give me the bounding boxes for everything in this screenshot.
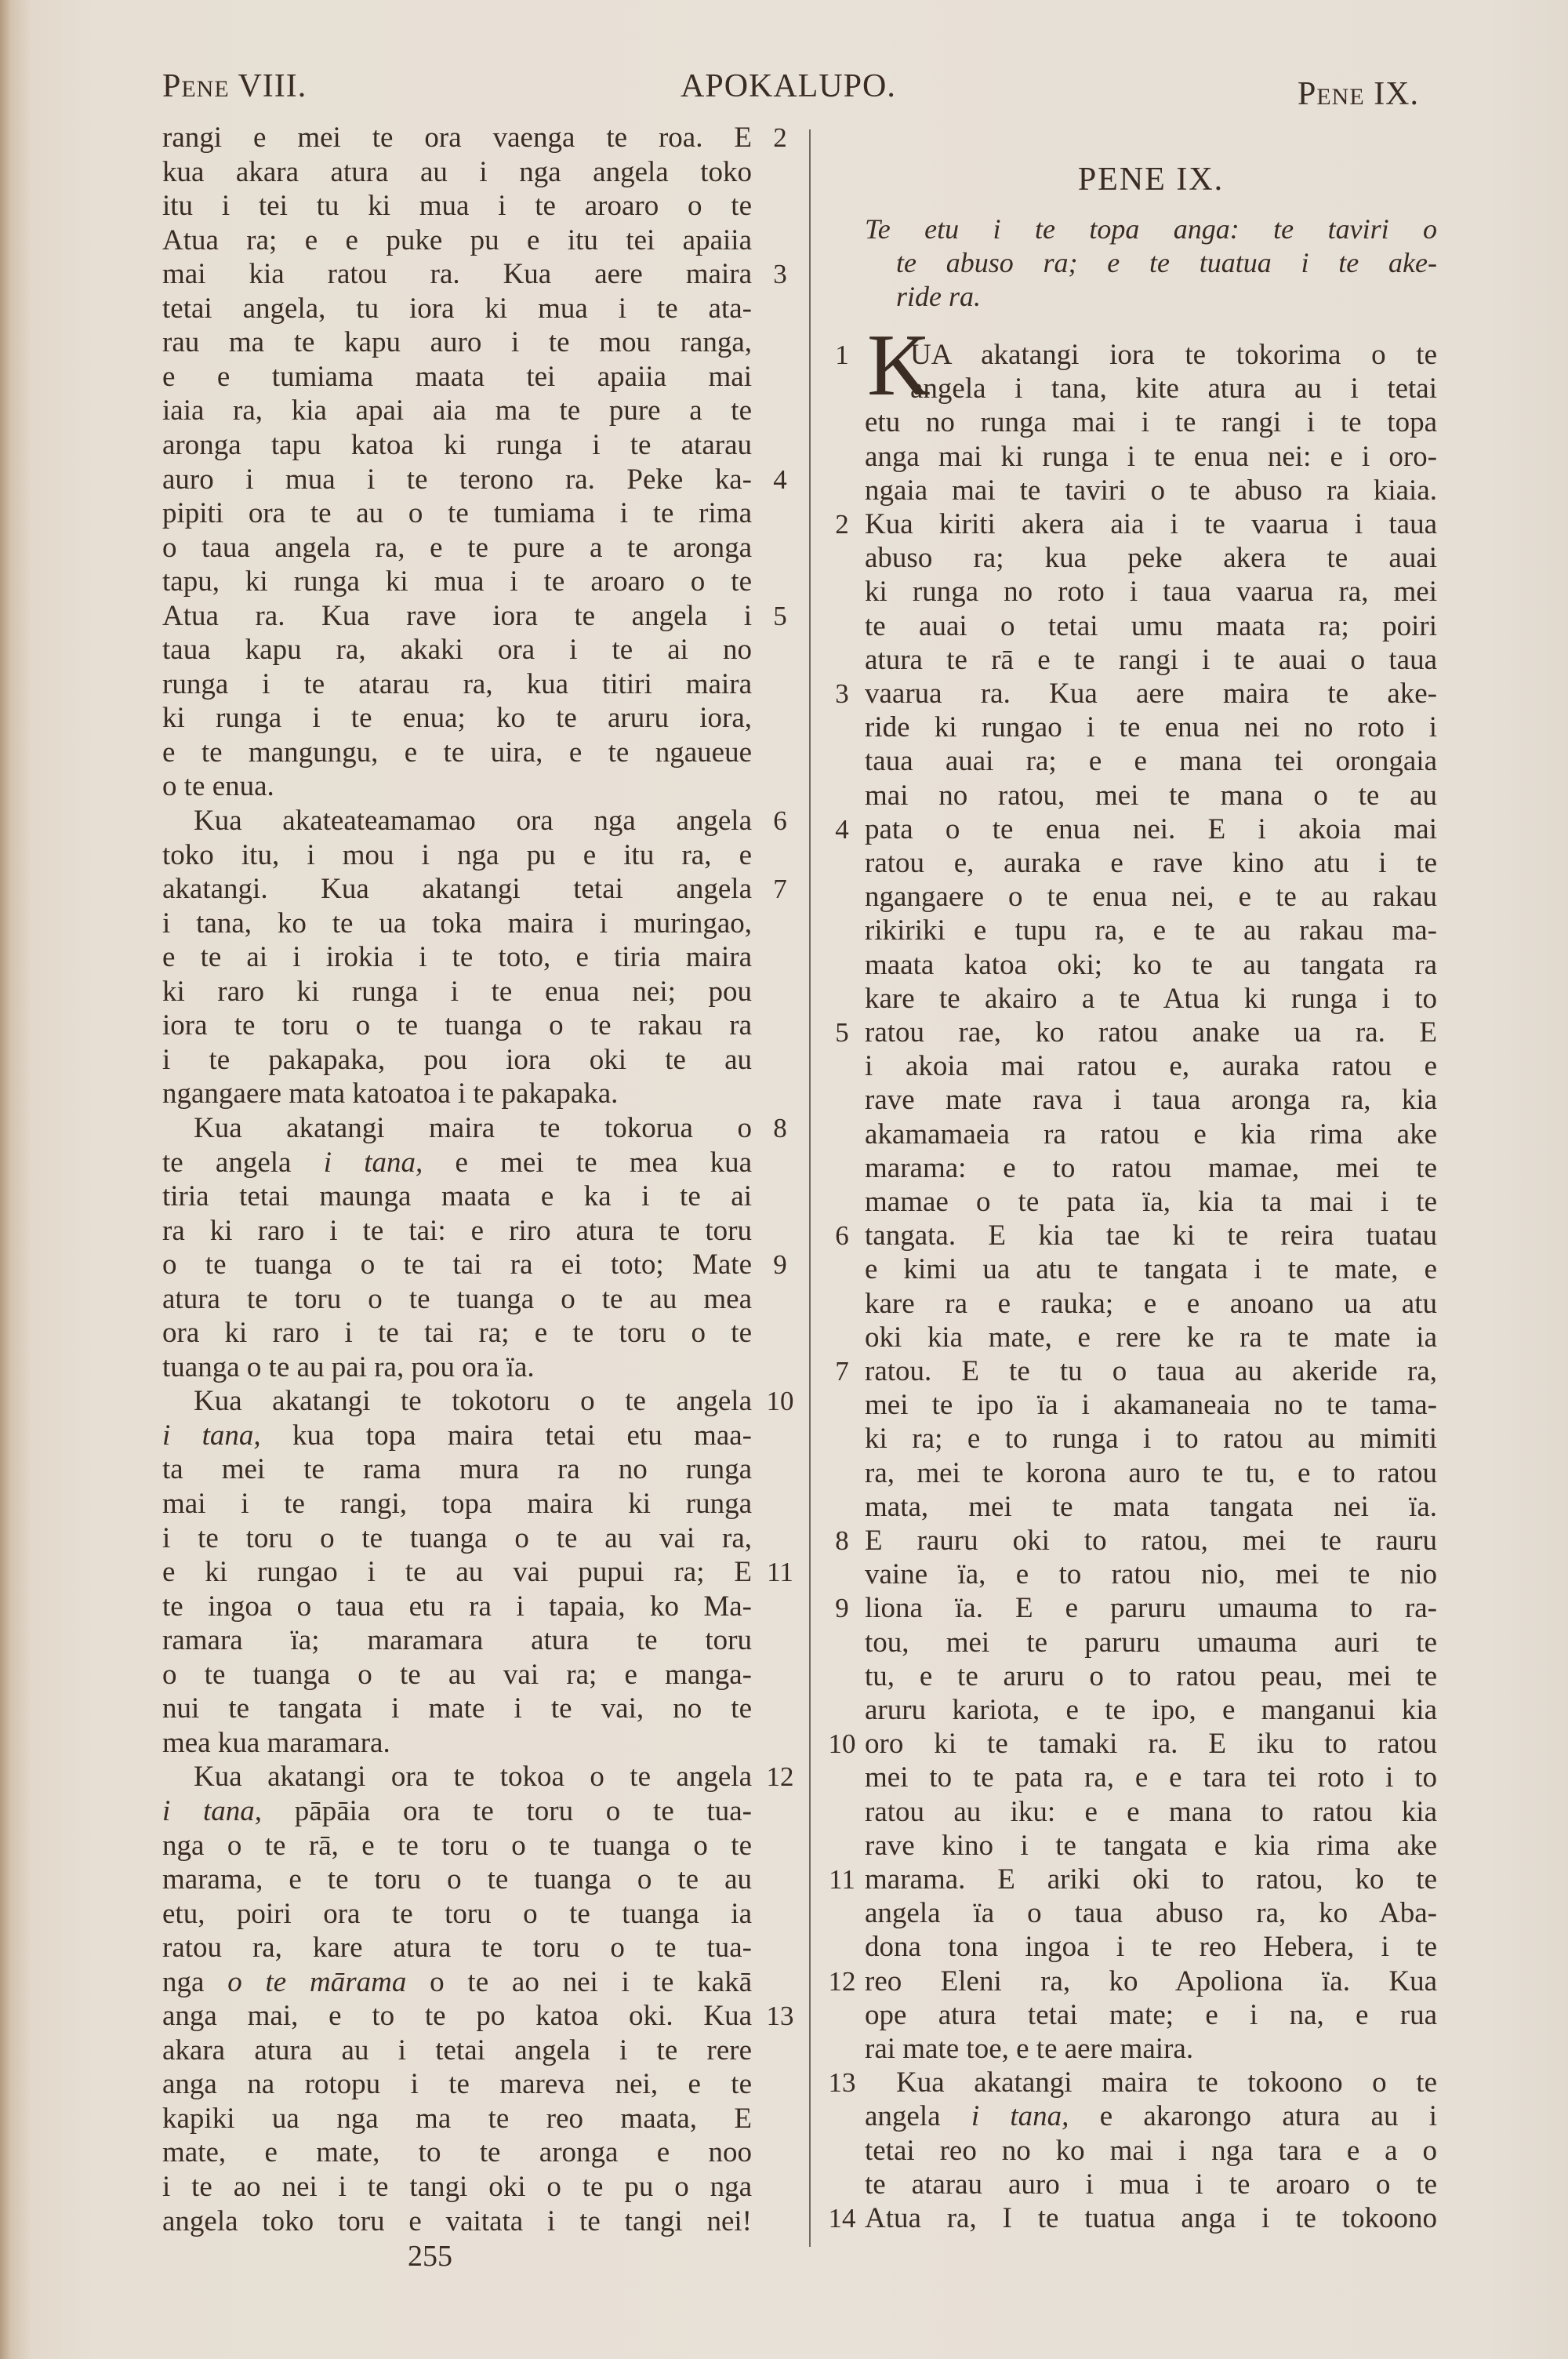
- text-line: angela i tana, kite atura au i tetai: [910, 373, 1437, 405]
- line-text-italic: i tana,: [162, 1794, 263, 1827]
- text-line: ratou au iku: e e mana to ratou kia: [865, 1795, 1437, 1828]
- text-line: mai i te rangi, topa maira ki runga: [162, 1488, 752, 1520]
- text-line: o te tuanga o te tai ra ei toto; Mate: [162, 1249, 752, 1281]
- text-line: ta mei te rama mura ra no runga: [162, 1453, 752, 1486]
- text-line: ki raro ki runga i te enua nei; pou: [162, 975, 752, 1008]
- text-line: i tana, ko te ua toka maira i muringao,: [162, 907, 752, 940]
- line-text-italic: i tana,: [323, 1146, 423, 1179]
- text-line: ratou e, auraka e rave kino atu i te: [865, 847, 1437, 879]
- verse-number: 5: [773, 600, 787, 631]
- text-line: angela ïa o taua abuso ra, ko Aba-: [865, 1897, 1437, 1930]
- text-line: akatangi. Kua akatangi tetai angela: [162, 873, 752, 906]
- text-line: [162, 1965, 752, 2000]
- text-line: e kimi ua atu te tangata i te mate, e: [865, 1253, 1437, 1286]
- text-line: itu i tei tu ki mua i te aroaro o te: [162, 190, 752, 223]
- text-line: ope atura tetai mate; e i na, e rua: [865, 1998, 1437, 2031]
- text-line: ratou ra, kare atura te toru o te tua-: [162, 1932, 752, 1965]
- line-text-roman: e akarongo atura au i: [1069, 2100, 1438, 2133]
- text-line: abuso ra; kua peke akera te auai: [865, 542, 1437, 575]
- text-line: marama: e to ratou mamae, mei te: [865, 1151, 1437, 1184]
- column-divider: [809, 129, 811, 2247]
- text-line: ride ki rungao i te enua nei no roto i: [865, 711, 1437, 744]
- line-text-roman: o te ao nei i te kakā: [406, 1965, 752, 1998]
- summary-line: ride ra.: [896, 281, 981, 312]
- text-line: nui te tangata i mate i te vai, no te: [162, 1692, 752, 1725]
- text-line: UA akatangi iora te tokorima o te: [910, 339, 1437, 371]
- text-line: maata katoa oki; ko te au tangata ra: [865, 948, 1437, 981]
- text-line: dona tona ingoa i te reo Hebera, i te: [865, 1931, 1437, 1964]
- text-line: i akoia mai ratou e, auraka ratou e: [865, 1050, 1437, 1083]
- text-line: [162, 1794, 752, 1829]
- text-line: i te toru o te tuanga o te au vai ra,: [162, 1521, 752, 1554]
- text-line: iaia ra, kia apai aia ma te pure a te: [162, 394, 752, 427]
- verse-number: 2: [773, 122, 787, 153]
- verse-number: 6: [835, 1220, 849, 1252]
- header-left-smallcaps: ENE: [181, 76, 230, 102]
- text-line: iora te toru o te tuanga o te rakau ra: [162, 1009, 752, 1042]
- text-line: tangata. E kia tae ki te reira tuatau: [865, 1219, 1437, 1252]
- summary-line: te abuso ra; e te tuatua i te ake-: [896, 247, 1437, 278]
- line-text: [162, 1147, 752, 1179]
- text-line: tetai reo no ko mai i nga tara e a o: [865, 2134, 1437, 2167]
- text-line: mea kua maramara.: [162, 1726, 390, 1759]
- text-line: auro i mua i te terono ra. Peke ka-: [162, 463, 752, 496]
- text-line: runga i te atarau ra, kua titiri maira: [162, 667, 752, 700]
- text-line: atura te toru o te tuanga o te au mea: [162, 1282, 752, 1315]
- verse-number: 1: [835, 340, 849, 370]
- page-number: 255: [408, 2240, 452, 2273]
- text-line: ra, mei te korona auro te tu, e to ratou: [865, 1456, 1437, 1489]
- verse-number: 4: [835, 813, 849, 845]
- text-line: mei to te pata ra, e e tara tei roto i to: [865, 1761, 1437, 1794]
- text-line: pata o te enua nei. E i akoia mai: [865, 812, 1437, 845]
- text-line: toko itu, i mou i nga pu e itu ra, e: [162, 838, 752, 871]
- text-line: kua akara atura au i nga angela toko: [162, 155, 752, 188]
- verse-number: 3: [835, 678, 849, 709]
- text-line: ora ki raro i te tai ra; e te toru o te: [162, 1317, 752, 1350]
- text-line: oro ki te tamaki ra. E iku to ratou: [865, 1728, 1437, 1761]
- text-line: ramara ïa; maramara atura te toru: [162, 1624, 752, 1657]
- text-line: Kua akatangi maira te tokorua o: [194, 1111, 752, 1144]
- text-line: ratou. E te tu o taua au akeride ra,: [865, 1355, 1437, 1387]
- verse-number: 10: [828, 1728, 856, 1760]
- text-line: marama, e te toru o te tuanga o te au: [162, 1863, 752, 1896]
- text-line: Atua ra, I te tuatua anga i te tokoono: [865, 2202, 1437, 2234]
- text-line: ki runga i te enua; ko te aruru iora,: [162, 702, 752, 735]
- text-line: mai no ratou, mei te mana o te au: [865, 779, 1437, 812]
- text-line: anga mai ki runga i te enua nei: e i oro-: [865, 440, 1437, 473]
- text-line: marama. E ariki oki to ratou, ko te: [865, 1863, 1437, 1896]
- text-line: tuanga o te au pai ra, pou ora ïa.: [162, 1350, 535, 1383]
- verse-number: 10: [766, 1386, 794, 1417]
- chapter-heading: PENE IX.: [1077, 162, 1225, 198]
- line-text-italic: o te mārama: [227, 1965, 407, 1998]
- text-line: liona ïa. E e paruru umauma to ra-: [865, 1592, 1437, 1625]
- text-line: rangi e mei te ora vaenga te roa. E: [162, 122, 752, 154]
- verse-number: 7: [835, 1356, 849, 1387]
- text-line: [865, 2099, 1437, 2134]
- text-line: o te tuanga o te au vai ra; e manga-: [162, 1658, 752, 1691]
- text-line: tapu, ki runga ki mua i te aroaro o te: [162, 565, 752, 598]
- text-line: e e tumiama maata tei apaiia mai: [162, 360, 752, 393]
- text-line: anga mai, e to te po katoa oki. Kua: [162, 2000, 752, 2033]
- running-header-left: [162, 67, 307, 105]
- verse-number: 6: [773, 805, 787, 836]
- text-line: [162, 1419, 752, 1453]
- verse-number: 8: [835, 1525, 849, 1556]
- line-text-roman: angela: [865, 2100, 971, 2133]
- line-text-italic: i tana,: [162, 1419, 261, 1452]
- text-line: ngangaere mata katoatoa i te pakapaka.: [162, 1078, 619, 1110]
- text-line: etu, poiri ora te toru o te tuanga ia: [162, 1897, 752, 1930]
- text-line: i te pakapaka, pou iora oki te au: [162, 1043, 752, 1076]
- verse-number: 12: [766, 1761, 794, 1793]
- text-line: e ki rungao i te au vai pupui ra; E: [162, 1556, 752, 1589]
- text-line: o taua angela ra, e te pure a te aronga: [162, 531, 752, 564]
- line-text: [865, 2100, 1437, 2132]
- text-line: rave mate rava i taua aronga ra, kia: [865, 1084, 1437, 1117]
- text-line: tetai angela, tu iora ki mua i te ata-: [162, 292, 752, 325]
- line-text-roman: kua topa maira tetai etu maa-: [260, 1419, 752, 1452]
- line-text-roman: nga: [162, 1965, 228, 1998]
- line-text-roman: pāpāia ora te toru o te tua-: [262, 1794, 752, 1827]
- text-line: atura te rā e te rangi i te auai o taua: [865, 643, 1437, 676]
- summary-line: Te etu i te topa anga: te taviri o: [865, 213, 1437, 245]
- verse-number: 5: [835, 1017, 849, 1048]
- text-line: ratou rae, ko ratou anake ua ra. E: [865, 1016, 1437, 1049]
- verse-number: 13: [828, 2067, 856, 2099]
- text-line: ngangaere o te enua nei, e te au rakau: [865, 881, 1437, 914]
- text-line: rave kino i te tangata e kia rima ake: [865, 1829, 1437, 1862]
- text-line: [162, 1146, 752, 1180]
- text-line: te auai o tetai umu maata ra; poiri: [865, 609, 1437, 642]
- line-text: [162, 1419, 752, 1452]
- line-text-italic: i tana,: [971, 2100, 1069, 2133]
- text-line: tiria tetai maunga maata e ka i te ai: [162, 1180, 752, 1213]
- verse-number: 14: [828, 2203, 856, 2234]
- text-line: mata, mei te mata tangata nei ïa.: [865, 1490, 1437, 1523]
- text-line: ki runga no roto i taua vaarua ra, mei: [865, 576, 1437, 609]
- text-line: kare ra e rauka; e e anoano ua atu: [865, 1287, 1437, 1320]
- verse-number: 13: [766, 2001, 794, 2032]
- text-line: Kua akateateamamao ora nga angela: [194, 805, 752, 837]
- verse-number: 12: [828, 1965, 856, 1997]
- header-left-initial: P: [162, 68, 182, 104]
- text-line: E rauru oki to ratou, mei te rauru: [865, 1525, 1437, 1557]
- header-right-smallcaps: ENE: [1316, 84, 1365, 110]
- text-line: tou, mei te paruru umauma auri te: [865, 1626, 1437, 1659]
- drop-cap: K: [867, 317, 931, 414]
- text-line: Kua akatangi maira te tokoono o te: [896, 2066, 1437, 2099]
- verse-number: 7: [773, 874, 787, 905]
- running-header-right: [1298, 75, 1419, 113]
- verse-number: 11: [829, 1864, 855, 1895]
- text-line: Kua akatangi te tokotoru o te angela: [194, 1385, 752, 1418]
- text-line: angela toko toru e vaitata i te tangi nei!: [162, 2205, 752, 2237]
- text-line: te ingoa o taua etu ra i tapaia, ko Ma-: [162, 1590, 752, 1623]
- verse-number: 9: [773, 1249, 787, 1281]
- text-line: i te ao nei i te tangi oki o te pu o nga: [162, 2171, 752, 2203]
- text-line: rai mate toe, e te aere maira.: [865, 2033, 1194, 2065]
- text-line: Kua akatangi ora te tokoa o te angela: [194, 1761, 752, 1794]
- header-right-chapter: IX.: [1374, 76, 1420, 112]
- line-text-roman: te angela: [162, 1146, 324, 1179]
- text-line: aronga tapu katoa ki runga i te atarau: [162, 428, 752, 461]
- text-line: pipiti ora te au o te tumiama i te rima: [162, 497, 752, 530]
- text-line: tu, e te aruru o to ratou peau, mei te: [865, 1659, 1437, 1692]
- text-line: nga o te rā, e te toru o te tuanga o te: [162, 1829, 752, 1862]
- text-line: e te mangungu, e te uira, e te ngaueue: [162, 736, 752, 769]
- text-line: etu no runga mai i te rangi i te topa: [865, 406, 1437, 439]
- text-line: taua auai ra; e e mana tei orongaia: [865, 745, 1437, 778]
- line-text: [162, 1966, 752, 1998]
- text-line: mate, e mate, to te aronga e noo: [162, 2136, 752, 2169]
- text-line: Atua ra. Kua rave iora te angela i: [162, 599, 752, 632]
- verse-number: 2: [835, 509, 849, 540]
- verse-number: 9: [835, 1593, 849, 1624]
- text-line: anga na rotopu i te mareva nei, e te: [162, 2068, 752, 2101]
- text-line: kapiki ua nga ma te reo maata, E: [162, 2102, 752, 2135]
- header-left-chapter: VIII.: [238, 68, 307, 104]
- verse-number: 11: [767, 1557, 793, 1588]
- line-text-roman: e mei te mea kua: [423, 1146, 753, 1179]
- text-line: ra ki raro i te tai: e riro atura te toru: [162, 1214, 752, 1247]
- text-line: Kua kiriti akera aia i te vaarua i taua: [865, 508, 1437, 540]
- text-line: mai kia ratou ra. Kua aere maira: [162, 258, 752, 291]
- verse-number: 8: [773, 1112, 787, 1143]
- text-line: ki ra; e to runga i to ratou au mimiti: [865, 1423, 1437, 1456]
- text-line: te atarau auro i mua i te aroaro o te: [865, 2168, 1437, 2201]
- text-line: ngaia mai te taviri o te abuso ra kiaia.: [865, 474, 1437, 507]
- text-line: o te enua.: [162, 770, 274, 803]
- text-line: vaine ïa, e to ratou nio, mei te nio: [865, 1558, 1437, 1591]
- text-line: akara atura au i tetai angela i te rere: [162, 2034, 752, 2066]
- text-line: mamae o te pata ïa, kia ta mai i te: [865, 1186, 1437, 1218]
- text-line: kare te akairo a te Atua ki runga i to: [865, 982, 1437, 1015]
- text-line: Atua ra; e e puke pu e itu tei apaiia: [162, 224, 752, 256]
- text-line: reo Eleni ra, ko Apoliona ïa. Kua: [865, 1965, 1437, 1997]
- running-header-title: APOKALUPO.: [681, 68, 896, 104]
- verse-number: 3: [773, 259, 787, 290]
- verse-number: 4: [773, 463, 787, 495]
- line-text: [162, 1795, 752, 1827]
- header-right-initial: P: [1298, 76, 1317, 112]
- text-line: taua kapu ra, akaki ora i te ai no: [162, 634, 752, 667]
- text-line: rau ma te kapu auro i te mou ranga,: [162, 326, 752, 359]
- text-line: oki kia mate, e rere ke ra te mate ia: [865, 1321, 1437, 1354]
- text-line: aruru kariota, e te ipo, e manganui kia: [865, 1694, 1437, 1726]
- text-line: akamamaeia ra ratou e kia rima ake: [865, 1118, 1437, 1150]
- text-line: vaarua ra. Kua aere maira te ake-: [865, 678, 1437, 710]
- text-line: rikiriki e tupu ra, e te au rakau ma-: [865, 914, 1437, 947]
- text-line: e te ai i irokia i te toto, e tiria maira: [162, 941, 752, 974]
- text-line: mei te ipo ïa i akamaneaia no te tama-: [865, 1389, 1437, 1422]
